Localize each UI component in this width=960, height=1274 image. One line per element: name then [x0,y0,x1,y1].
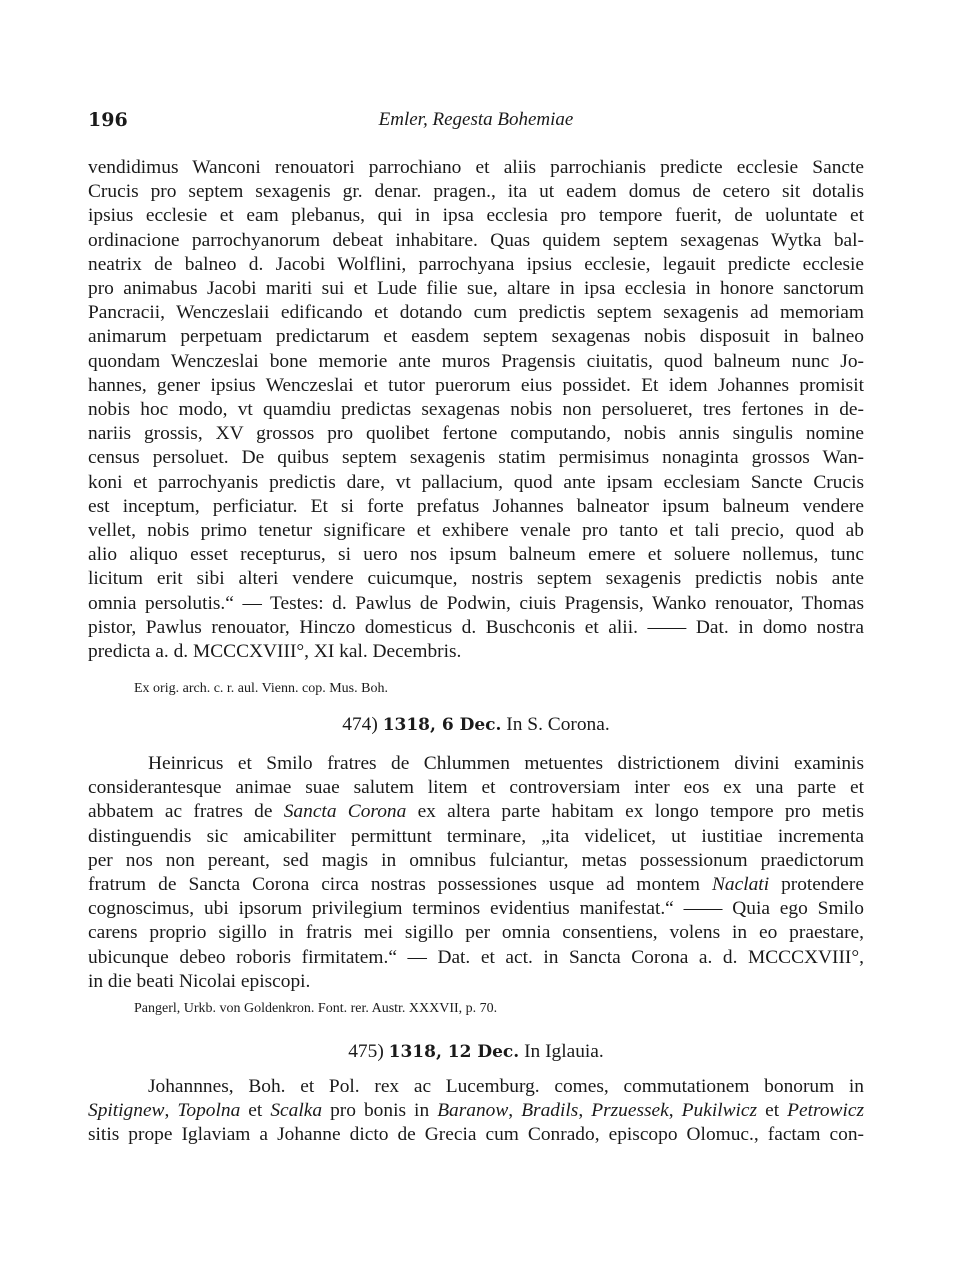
text-line: pro animabus Jacobi mariti sui et Lude filie sue, altare in ipsa ecclesia in honore sanctorum [88,278,864,300]
text-line: vellet, nobis primo tenetur significare et exhibere venale pro tanto et tali precio, quod ab [88,520,864,542]
text-line: alio aliquo esset recepturus, si uero nos ipsum balneum emere et soluere nollemus, tunc [88,544,864,566]
text-line: Heinricus et Smilo fratres de Chlummen metuentes districtionem divini examinis [148,753,864,774]
place-name: Bradils [521,1100,579,1122]
place-name: Sancta Corona [283,801,407,823]
text-line: ordinacione parrochyanorum debeat inhabitare. Quas quidem septem sexagenas Wytka bal- [88,229,864,251]
text-line: hannes, gener ipsius Wenczeslai et tutor puerorum eius possidet. Et idem Johannes promisit [88,374,864,396]
text-line: fratrum de Sancta Corona circa nostras possessiones usque ad montem Naclati protendere [88,874,864,896]
text-line: animarum perpetuam predictarum et easdem septem sexagenas nobis disposuit in balneo [88,326,864,348]
text-line: quondam Wenczeslai bone memorie ante muros Pragensis ciuitatis, quod balneum nunc Jo- [88,350,864,372]
source-citation-473: Ex orig. arch. c. r. aul. Vienn. cop. Mus. Boh. [134,681,388,696]
text-line: ipsius ecclesie et eam plebanus, qui in ipsa ecclesia pro tempore fuerit, de uoluntate et [88,205,864,227]
text-line: distinguendis sic amicabiliter permittunt terminare, „ita videlicet, ut iustitiae incrementa [88,825,864,847]
running-title: Emler, Regesta Bohemiae [378,109,574,130]
charter-place: In Iglauia. [524,1041,604,1062]
text-line: nobis hoc modo, vt quamdiu predictas sexagenas nobis non persolueret, tres fertones in de- [88,399,864,421]
place-name: Przиessek [591,1100,669,1122]
text-line: cognoscimus, ubi ipsorum privilegium terminos evidentius manifestat.“ —— Quia ego Smilo [88,898,864,920]
place-name: Scalka [270,1100,323,1122]
text-line: census persoluet. De quibus septem sexagenis statim permisimus nonaginta grossos Wan- [88,447,864,469]
charter-number: 475) [348,1041,384,1062]
text-line: ubicunque debeo roboris firmitatem.“ — Dat. et act. in Sancta Corona a. d. MCCCXVIII°, [88,946,864,968]
charter-474-heading [88,713,864,737]
text-line: predicta a. d. MCCCXVIII°, XI kal. Decembris. [88,641,462,663]
text-line: nariis grossis, XV grossos pro quolibet fertone computando, nobis annis singulis nomine [88,423,864,445]
source-citation-474: Pangerl, Urkb. von Goldenkron. Font. rer. Austr. XXXVII, p. 70. [134,1001,498,1016]
text-line: sitis prope Iglaviam a Johanne dicto de Grecia cum Conrado, episcopo Olomuc., factam con- [88,1124,864,1146]
charter-475-heading [88,1040,864,1064]
place-name: Pukilwicz [681,1100,758,1122]
charter-473-continuation [88,156,864,664]
place-name: Baranow [437,1100,509,1122]
text-line: pistor, Pawlus renouator, Hinczo domesticus d. Buschconis et alii. —— Dat. in domo nostra [88,616,864,638]
text-line: licitum erit sibi alteri vendere cuicumque, nostris septem sexagenis predictis nobis ante [88,568,864,590]
text-line: in die beati Nicolai episcopi. [88,970,311,992]
text-line: per nos non pereant, sed magis in omnibus fulciantur, metas possessionum praedictorum [88,849,864,871]
text-line: abbatem ac fratres de Sancta Corona ex altera parte habitam ex longo tempore pro metis [88,801,864,823]
page-number: 196 [88,109,128,131]
place-name: Topolna [177,1100,241,1122]
charter-date: 1318, 12 Dec. [388,1042,520,1062]
place-name: Naclati [711,874,770,896]
place-name: Petrowicz [787,1100,864,1122]
text-line: Johannnes, Boh. et Pol. rex ac Lucemburg. comes, commutationem bonorum in [148,1076,864,1097]
text-line: est inceptum, perficiatur. Et si forte prefatus Johannes balneator ipsum balneum vendere [88,495,864,517]
text-line: Crucis pro septem sexagenis gr. denar. pragen., ita ut eadem domus de cetero sit dotalis [88,181,864,203]
place-name: Spitignew [88,1100,165,1122]
text-line: Spitignew, Topolna et Scalka pro bonis in Baranow, Bradils, Przиessek, Pukilwicz et Petrowicz [88,1100,864,1122]
text-line: neatrix de balneo d. Jacobi Wolflini, parrochyana ipsius ecclesie, legauit predicte ecclesie [88,253,864,275]
text-line: Pancracii, Wenczeslaii edificando et dotando cum predictis septem sexagenis ad memoriam [88,302,864,324]
charter-474-text [88,752,864,994]
charter-place: In S. Corona. [506,714,610,735]
charter-date: 1318, 6 Dec. [382,715,502,735]
text-line: koni et parrochyanis predictis dare, vt pallacium, quod ante ipsam ecclesiam Sancte Crucis [88,471,864,493]
charter-475-text [88,1075,864,1148]
text-line: vendidimus Wanconi renouatori parrochiano et aliis parrochianis predicte ecclesie Sancte [88,157,864,178]
charter-number: 474) [342,714,378,735]
text-line: omnia persolutis.“ — Testes: d. Pawlus de Podwin, ciuis Pragensis, Wanko renouator, Thomas [88,592,864,614]
page-header [88,108,864,136]
text-line: carens proprio sigillo in fratris mei sigillo per omnia consentiens, volens in eo praestare, [88,922,864,944]
text-line: considerantesque animae suae salutem litem et controversiam inter eos ex una parte et [88,777,864,799]
